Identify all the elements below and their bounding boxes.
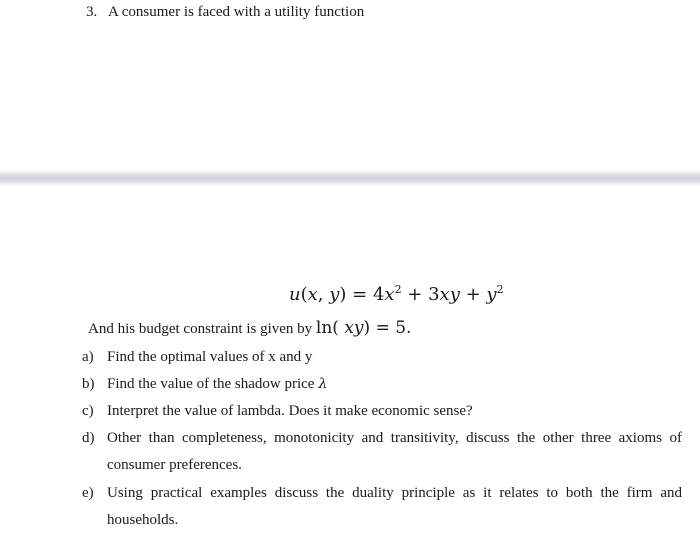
list-item-marker: e) [82, 485, 94, 501]
question-heading-text: A consumer is faced with a utility function [108, 4, 365, 20]
list-item-marker: c) [82, 403, 94, 419]
list-item [82, 480, 682, 534]
lambda-symbol: λ [318, 376, 328, 392]
list-item-text: Other than completeness, monotonicity and transitivity, discuss the other three axioms of consumer preferences. [107, 430, 682, 473]
list-item [82, 344, 682, 371]
question-heading [86, 2, 364, 22]
utility-function-equation [289, 283, 504, 307]
list-item [82, 371, 682, 398]
budget-constraint-line [88, 317, 411, 340]
list-item [82, 398, 682, 425]
list-item-text: Interpret the value of lambda. Does it make economic sense? [107, 403, 473, 419]
question-number: 3. [86, 4, 98, 20]
utility-function-text: u(x, $y) = 4x^2 + 3xy + y^2$ [289, 283, 504, 305]
budget-constraint-equation: ln( xy) = 5. [315, 318, 412, 338]
list-item-text: Find the value of the shadow price [107, 376, 315, 392]
budget-constraint-text: And his budget constraint is given by [88, 321, 316, 337]
list-item-text: Using practical examples discuss the duality principle as it relates to both the firm and households. [107, 485, 682, 528]
list-item-marker: d) [82, 430, 95, 446]
list-item-marker: b) [82, 376, 95, 392]
list-item-text: Find the optimal values of x and y [107, 349, 313, 365]
list-item-text-wrap [107, 371, 682, 398]
list-item [82, 425, 682, 479]
list-item-marker: a) [82, 349, 94, 365]
page-divider [0, 170, 700, 186]
